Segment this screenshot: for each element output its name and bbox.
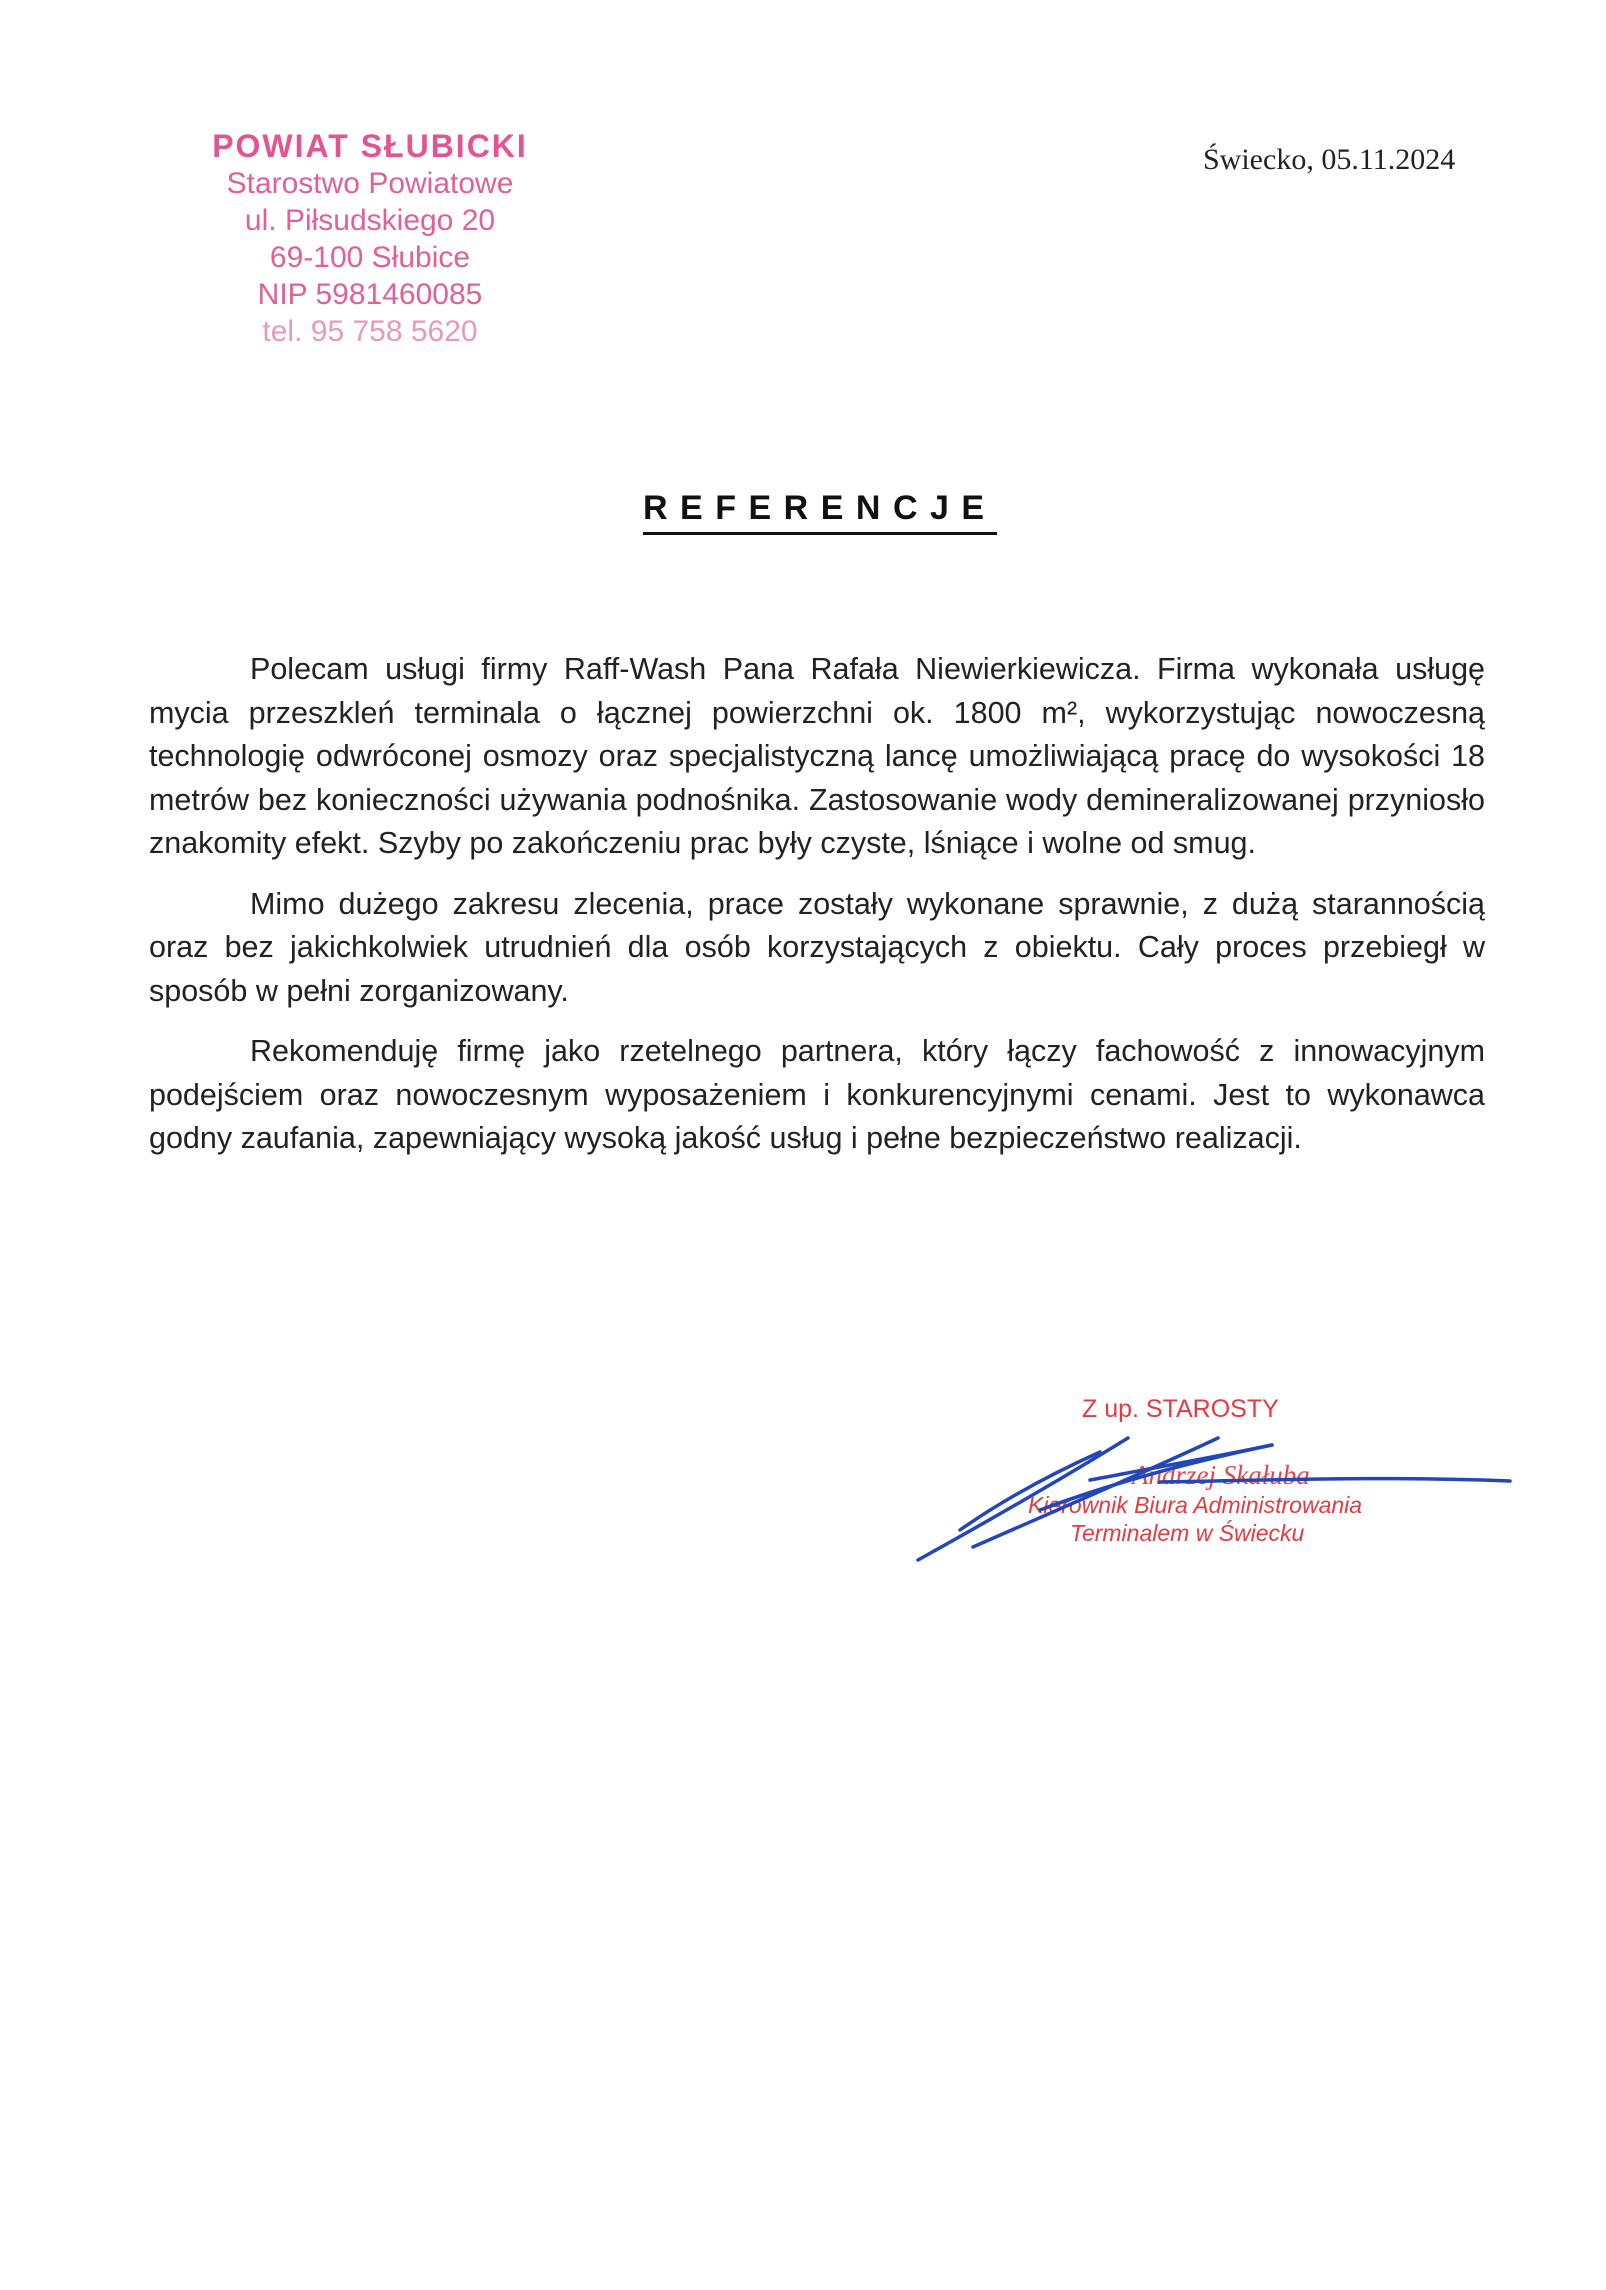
document-body (149, 648, 1485, 1178)
stamp-line-street: ul. Piłsudskiego 20 (244, 204, 496, 237)
signature-stroke (918, 1438, 1128, 1560)
signature-stroke (1040, 1445, 1272, 1510)
signature-stroke (1160, 1479, 1510, 1482)
stamp-line-city: 69-100 Słubice (269, 241, 471, 274)
stamp-line-phone: tel. 95 758 5620 (262, 315, 478, 348)
stamp-line-county: POWIAT SŁUBICKI (212, 128, 528, 164)
signature-on-behalf: Z up. STAROSTY (1082, 1395, 1279, 1423)
stamp-line-office: Starostwo Powiatowe (226, 167, 514, 200)
stamp-line-nip: NIP 5981460085 (257, 278, 483, 311)
signatory-name: Andrzej Skałuba (1132, 1460, 1310, 1490)
signatory-place: Terminalem w Świecku (1070, 1520, 1305, 1546)
signature-stroke (960, 1452, 1100, 1530)
paragraph: Rekomenduję firmę jako rzetelnego partnera, który łączy fachowość z innowacyjnym podejściem oraz nowoczesnym wyposażeniem i konkurencyjnymi cenami. Jest to wykonawca godny zaufania, zapewniający wysoką jakość usług i pełne bezpieczeństwo realizacji. (149, 1034, 1485, 1155)
paragraph: Polecam usługi firmy Raff-Wash Pana Rafała Niewierkiewicza. Firma wykonała usługę mycia przeszkleń terminala o łącznej powierzchni ok. 1800 m², wykorzystując nowoczesną technologię odwróconej osmozy oraz specjalistyczną lancę umożliwiającą pracę do wysokości 18 metrów bez konieczności używania podnośnika. Zastosowanie wody demineralizowanej przyniosło znakomity efekt. Szyby po zakończeniu prac były czyste, lśniące i wolne od smug. (149, 652, 1485, 860)
handwritten-signature-icon (900, 1380, 1600, 1580)
office-stamp (185, 128, 555, 350)
signature-block (900, 1380, 1600, 1580)
signature-stroke (1090, 1445, 1272, 1480)
signatory-role: Kierownik Biura Administrowania (1028, 1492, 1363, 1518)
place-date: Świecko, 05.11.2024 (1203, 143, 1456, 176)
paragraph: Mimo dużego zakresu zlecenia, prace zostały wykonane sprawnie, z dużą starannością oraz bez jakichkolwiek utrudnień dla osób korzystających z obiektu. Cały proces przebiegł w sposób w pełni zorganizowany. (149, 886, 1485, 1008)
document-title: REFERENCJE (643, 488, 997, 535)
